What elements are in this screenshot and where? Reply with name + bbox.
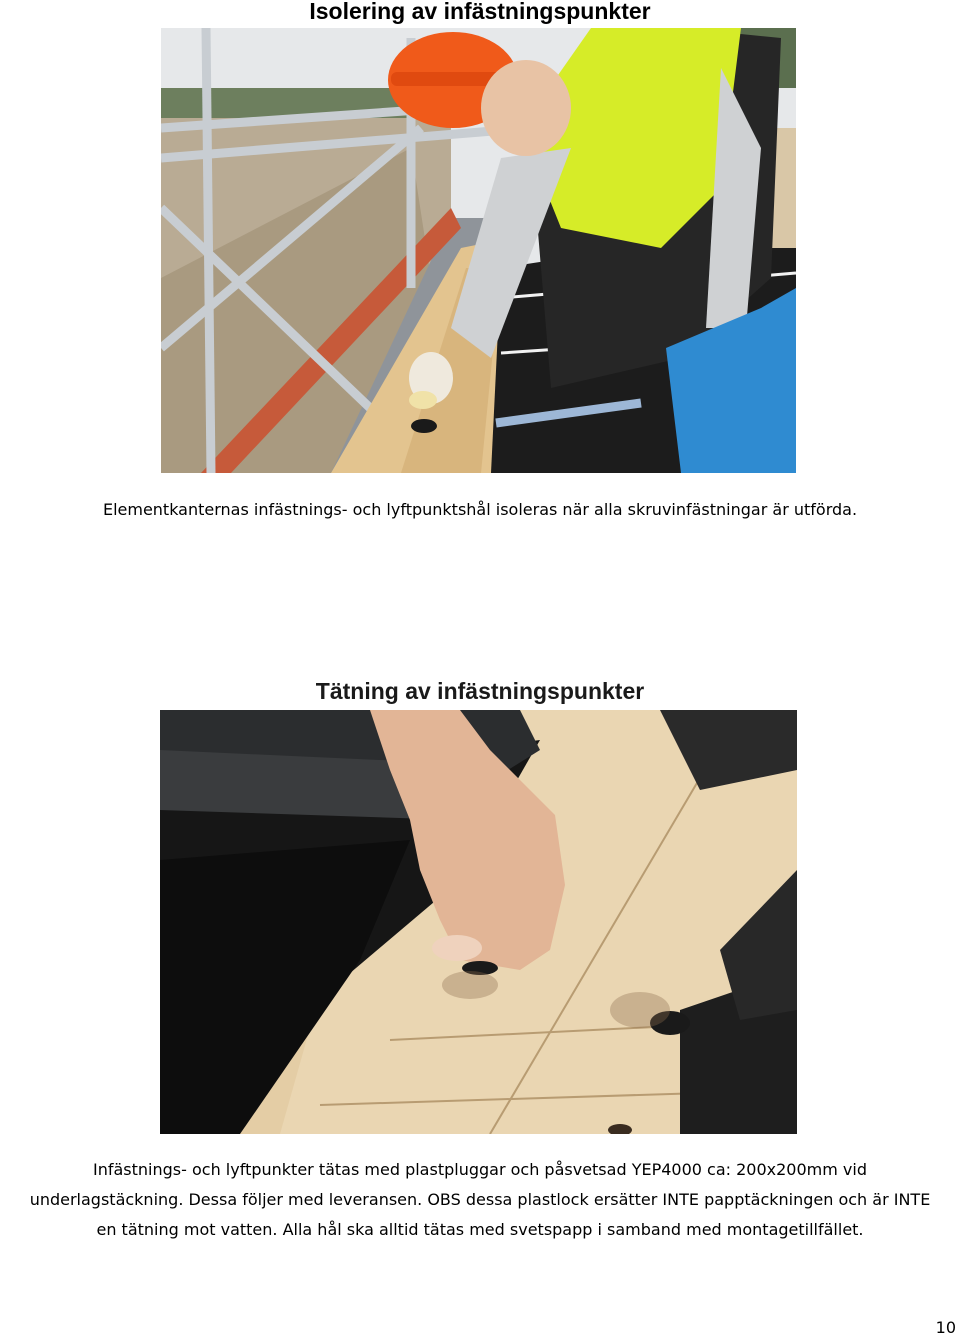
section-heading-insulation: Isolering av infästningspunkter — [309, 0, 651, 24]
section-heading-sealing: Tätning av infästningspunkter — [315, 678, 645, 704]
photo-hand-placing-plastic-plug — [160, 710, 797, 1134]
photo-caption-sealing — [0, 1155, 960, 1245]
caption-line-3: en tätning mot vatten. Alla hål ska alltid tätas med svetspapp i samband med montagetillfället. — [96, 1220, 864, 1239]
photo-caption-insulation: Elementkanternas infästnings- och lyftpunktshål isoleras när alla skruvinfästningar är utförda. — [102, 500, 858, 519]
photo-worker-insulating-roof-element — [161, 28, 796, 473]
caption-line-1: Infästnings- och lyftpunkter tätas med plastpluggar och påsvetsad YEP4000 ca: 200x200mm vid — [93, 1160, 867, 1179]
caption-line-2: underlagstäckning. Dessa följer med leveransen. OBS dessa plastlock ersätter INTE papptäckningen och är INTE — [29, 1190, 931, 1209]
page-number: 10 — [935, 1318, 956, 1337]
